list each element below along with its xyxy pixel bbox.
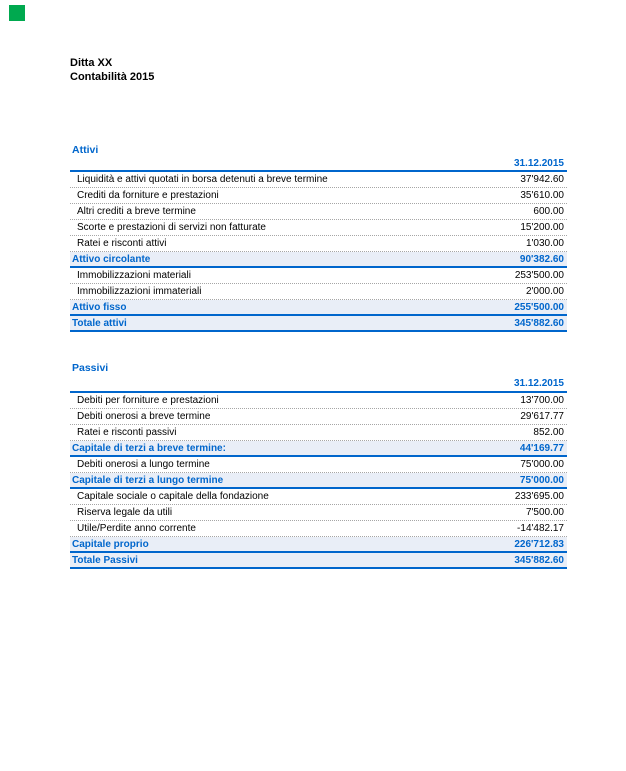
row-label: Capitale di terzi a lungo termine [72,474,224,486]
row-label: Liquidità e attivi quotati in borsa detenuti a breve termine [77,174,328,185]
row-label: Scorte e prestazioni di servizi non fatturate [77,222,266,233]
section-title-attivi: Attivi [72,144,99,156]
row-value: 90'382.60 [519,253,564,265]
row-label: Ratei e risconti attivi [77,238,167,249]
table-row [70,268,567,284]
row-value: 345'882.60 [514,317,564,329]
table-row [70,172,567,188]
row-value: 253'500.00 [514,270,564,281]
row-label: Debiti onerosi a lungo termine [77,459,210,470]
table-total-row [70,473,567,489]
table-row [70,521,567,537]
row-value: 233'695.00 [514,491,564,502]
row-value: 75'000.00 [519,474,564,486]
row-value: 29'617.77 [520,411,564,422]
row-value: 226'712.83 [514,538,564,550]
table-row [70,505,567,521]
row-value: 1'030.00 [525,238,564,249]
row-label: Totale attivi [72,317,127,329]
table-total-row [70,316,567,332]
row-value: -14'482.17 [517,523,564,534]
passivi-date-header: 31.12.2015 [513,378,564,389]
row-label: Attivo fisso [72,301,127,313]
row-value: 7'500.00 [525,507,564,518]
row-value: 13'700.00 [520,395,564,406]
table-row [70,284,567,300]
table-row [70,457,567,473]
table-row [70,188,567,204]
row-value: 37'942.60 [520,174,564,185]
row-label: Totale Passivi [72,554,138,566]
row-label: Immobilizzazioni immateriali [77,286,202,297]
table-row [70,425,567,441]
row-label: Debiti onerosi a breve termine [77,411,211,422]
row-value: 255'500.00 [514,301,564,313]
table-total-row [70,553,567,569]
green-square-icon [9,5,25,21]
document-title [70,57,154,84]
table-row [70,236,567,252]
row-label: Utile/Perdite anno corrente [77,523,196,534]
row-label: Attivo circolante [72,253,151,265]
table-total-row [70,537,567,553]
row-value: 2'000.00 [525,286,564,297]
row-value: 15'200.00 [520,222,564,233]
row-value: 44'169.77 [519,442,564,454]
row-label: Capitale sociale o capitale della fondazione [77,491,269,502]
table-row [70,409,567,425]
row-label: Capitale di terzi a breve termine: [72,442,226,454]
attivi-table [70,170,567,332]
section-title-passivi: Passivi [72,362,109,374]
passivi-table [70,391,567,569]
row-label: Capitale proprio [72,538,149,550]
row-label: Ratei e risconti passivi [77,427,177,438]
row-label: Debiti per forniture e prestazioni [77,395,219,406]
row-label: Immobilizzazioni materiali [77,270,191,281]
company-name: Ditta XX [70,57,113,69]
table-row [70,489,567,505]
table-total-row [70,300,567,316]
table-total-row [70,441,567,457]
row-value: 75'000.00 [520,459,564,470]
table-row [70,393,567,409]
document-subtitle: Contabilità 2015 [70,70,155,83]
row-label: Riserva legale da utili [77,507,173,518]
table-total-row [70,252,567,268]
row-label: Altri crediti a breve termine [77,206,196,217]
row-value: 345'882.60 [514,554,564,566]
table-row [70,220,567,236]
row-value: 852.00 [533,427,564,438]
row-value: 600.00 [533,206,564,217]
row-value: 35'610.00 [520,190,564,201]
row-label: Crediti da forniture e prestazioni [77,190,219,201]
table-row [70,204,567,220]
attivi-date-header: 31.12.2015 [513,158,564,169]
